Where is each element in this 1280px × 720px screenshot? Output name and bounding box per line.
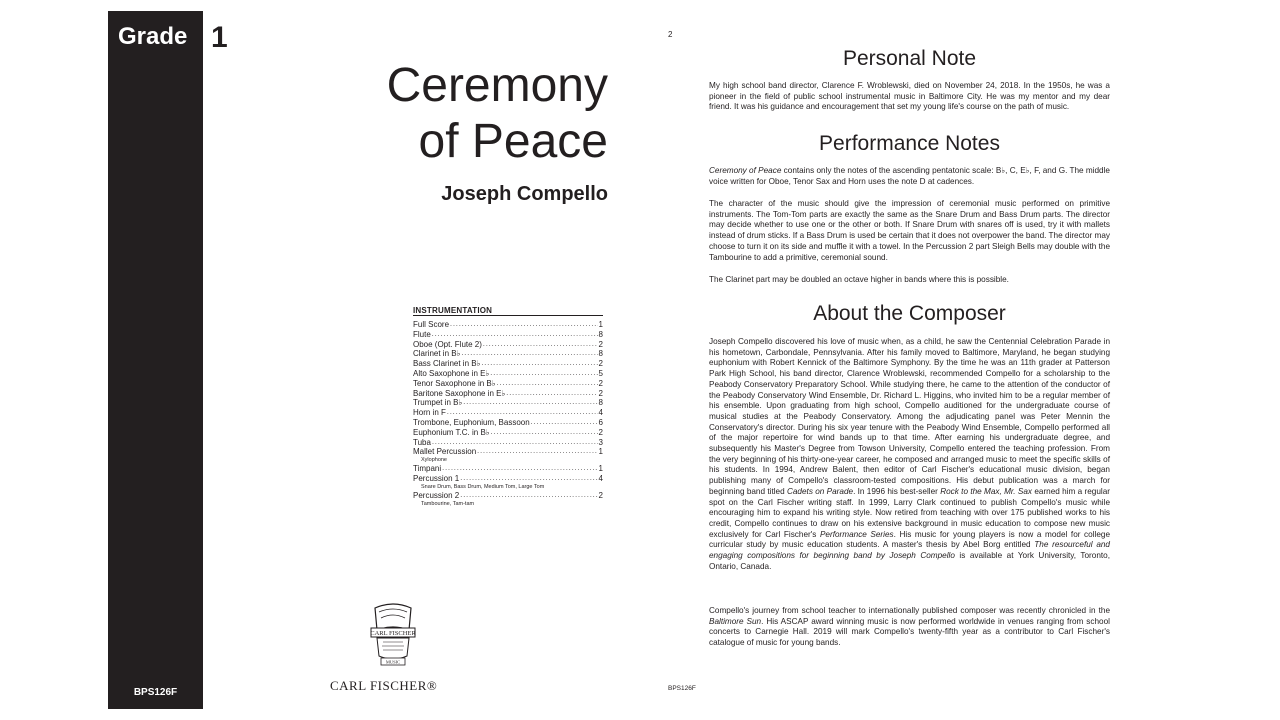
instrument-qty: 8 (598, 349, 603, 359)
performance-p1-text: contains only the notes of the ascending pentatonic scale: B♭, C, E♭, F, and G. The middle voice written for Oboe, Tenor Sax and Horn uses the note D at cadences. (709, 166, 1110, 186)
instrument-name: Oboe (Opt. Flute 2) (413, 339, 482, 349)
instrument-row (413, 428, 603, 438)
performance-notes-p1 (709, 166, 1110, 187)
personal-note-heading: Personal Note (842, 47, 977, 70)
instrument-name: Baritone Saxophone in E♭ (413, 388, 506, 398)
title-line-2: of Peace (418, 115, 608, 168)
catalog-code-footer: BPS126F (668, 685, 696, 692)
instrument-qty: 2 (598, 339, 603, 349)
series-title: Music for Concert Band (233, 93, 293, 669)
instrument-row (413, 418, 603, 428)
instrument-name: Trumpet in B♭ (413, 398, 463, 408)
instrument-qty: 3 (598, 437, 603, 447)
instrument-qty: 2 (598, 427, 603, 437)
performance-notes-heading: Performance Notes (819, 132, 1000, 155)
instrument-name: Timpani (413, 464, 442, 474)
leader-dots (463, 398, 597, 408)
instrument-qty: 1 (598, 320, 603, 329)
performance-notes-p2: The character of the music should give the impression of ceremonial music performed on primitive instruments. The Tom-Tom parts are exactly the same as the Snare Drum and Bass Drum parts. The director may decide whether to use one or the other or both. If Snare Drum with snares off is used, try it with mallets instead of drum sticks. If a Bass Drum is used be certain that it does not overpower the band. The director may choose to turn it on its side and muffle it with a towel. In the Percussion 2 part Sleigh Bells may double with the Tambourine to add a primitive, ceremonial sound. (709, 199, 1110, 262)
instrument-qty: 2 (598, 490, 603, 500)
instrument-name: Trombone, Euphonium, Bassoon (413, 417, 530, 427)
about-p1-i4: The resourceful and engaging compositions for beginning band by Joseph Compello (709, 540, 1110, 561)
instrument-name: Full Score (413, 320, 450, 329)
instrument-qty: 6 (598, 417, 603, 427)
about-p1-a: Joseph Compello discovered his love of music when, as a child, he saw the Centennial Celebration Parade in his hometown, Carbondale, Pennsylvania. After his family moved to Baltimore, Maryland, he began studying euphonium with Robert Kennick of the Baltimore Symphony. By the time he was an 11th grader at Patterson Park High School, his band director, Clarence Wroblewski, recommended Compello for a scholarship to the Peabody Conservatory Preparatory School. While studying there, he came to the attention of the conductor of the Peabody Conservatory Wind Ensemble, Dr. Richard L. Higgins, who invited him to be a regular member of his ensemble. Upon graduating from high school, Compello auditioned for the undergraduate course of musical studies at the Peabody Conservatory. Among the adjudicating panel was Peter Mennin the Conservatory's director. During his six year tenure with the Peabody Wind Ensemble, Compello performed all of the major repertoire for wind bands up to that time. After earning his undergraduate degree, and subsequently his Master's Degree from Towson University, Compello entered the teaching profession. From the very beginning of his thirty-one-year career, he composed and arranged music to meet the specific skills of his students. In 1994, Andrew Balent, then editor of Carl Fischer's educational music division, began publishing many of Compello's classroom-tested compositions. His debut publication was a march for beginning band titled (709, 337, 1110, 496)
instrument-name: Tuba (413, 437, 431, 447)
carl-fischer-logo (365, 600, 421, 670)
instrument-name: Mallet Percussion (413, 447, 477, 457)
instrument-name: Bass Clarinet in B♭ (413, 359, 481, 369)
leader-dots (490, 369, 597, 379)
instrument-row (413, 398, 603, 408)
about-p1-i3: Performance Series (819, 529, 894, 539)
instrument-qty: 2 (598, 388, 603, 398)
leader-dots (477, 447, 597, 457)
leader-dots (491, 428, 598, 438)
instrument-row (413, 340, 603, 350)
composer-name: Joseph Compello (441, 183, 608, 205)
instrument-name: Clarinet in B♭ (413, 349, 461, 359)
instrument-name: Horn in F (413, 408, 446, 418)
page-number: 2 (668, 30, 673, 39)
about-p1-i2: Rock to the Max, Mr. Sax (940, 486, 1033, 496)
about-composer-p1 (709, 337, 1110, 572)
personal-note-text: My high school band director, Clarence F. Wroblewski, died on November 24, 2018. In the 1950s, he was a pioneer in the field of public school instrumental music in Baltimore City. He was my mentor and my dear friend. It was his guidance and encouragement that set my young life's course on the path of music. (709, 81, 1110, 112)
performance-notes-p3: The Clarinet part may be doubled an octave higher in bands where this is possible. (709, 275, 1009, 284)
leader-dots (432, 438, 598, 448)
instrument-qty: 8 (598, 329, 603, 339)
instrument-subnote: Xylophone (421, 457, 447, 464)
about-p2-i: Baltimore Sun (709, 616, 762, 626)
instrument-qty: 2 (598, 378, 603, 388)
instrument-name: Flute (413, 329, 431, 339)
instrument-qty: 2 (598, 359, 603, 369)
about-composer-heading: About the Composer (813, 302, 1006, 325)
about-p1-i1: Cadets on Parade (786, 486, 854, 496)
instrument-subnote: Snare Drum, Bass Drum, Medium Tom, Large Tom (421, 483, 545, 490)
instrument-qty: 8 (598, 398, 603, 408)
instrument-row (413, 379, 603, 389)
leader-dots (460, 474, 597, 484)
about-p1-b: . In 1996 his best-seller (853, 486, 941, 496)
about-composer-p2 (709, 606, 1110, 649)
about-p1-e: is available at York University, Toronto, Ontario, Canada. (709, 551, 1110, 571)
instrument-row (413, 491, 603, 501)
piece-title (370, 58, 608, 170)
grade-number: 1 (211, 21, 228, 54)
instrument-subnote: Tambourine, Tam-tam (421, 500, 475, 507)
instrumentation-list (413, 306, 603, 508)
title-line-1: Ceremony (386, 59, 608, 112)
instrument-qty: 4 (598, 408, 603, 418)
instrument-qty: 1 (598, 447, 603, 457)
about-p2-b: . His ASCAP award winning music is now performed worldwide in venues ranging from school concerts to Carnegie Hall. 2019 will mark Compello's twenty-fifth year as a contributor to Carl Fischer's catalogue of music for young bands. (709, 616, 1110, 648)
instrument-row (413, 464, 603, 474)
instrument-row (413, 408, 603, 418)
leader-dots (506, 389, 597, 399)
instrument-qty: 5 (598, 368, 603, 378)
leader-dots (531, 418, 598, 428)
instrument-row (413, 330, 603, 340)
about-p1-c: earned him a regular spot on the Carl Fischer writing staff. In 1999, Larry Clark continued to publish Compello's music while encouraging him to expand his writing style. Now retired from teaching with over 175 published works to his credit, Compello continues to draw on his extensive background in music education to compose new music exclusively for Carl Fischer's (709, 486, 1111, 539)
leader-dots (450, 320, 598, 330)
leader-dots (447, 408, 598, 418)
piece-title-italic: Ceremony of Peace (709, 166, 782, 175)
instrument-name: Percussion 2 (413, 490, 460, 500)
instrumentation-rows (413, 320, 603, 508)
about-p2-a: Compello's journey from school teacher to internationally published composer was recently chronicled in the (709, 606, 1110, 615)
instrument-name: Percussion 1 (413, 473, 460, 483)
logo-text-bottom: MUSIC (385, 659, 401, 665)
instrument-qty: 4 (598, 473, 603, 483)
instrument-qty: 1 (598, 464, 603, 474)
about-p1-d: . His music for young players is now a model for college curricular study by music education students. A master's thesis by Abel Borg entitled (709, 529, 1111, 550)
instrumentation-heading: INSTRUMENTATION (413, 306, 603, 316)
instrument-name: Euphonium T.C. in B♭ (413, 427, 490, 437)
instrument-row (413, 320, 603, 330)
instrument-row (413, 369, 603, 379)
leader-dots (483, 340, 598, 350)
leader-dots (497, 379, 598, 389)
instrument-row (413, 349, 603, 359)
instrument-row (413, 389, 603, 399)
instrument-row (413, 447, 603, 457)
logo-text-top: CARL FISCHER (370, 630, 416, 637)
leader-dots (442, 464, 597, 474)
catalog-code: BPS126F (133, 687, 178, 698)
series-sidebar (108, 11, 293, 709)
instrument-row (413, 438, 603, 448)
publisher-name: CARL FISCHER® (330, 678, 438, 693)
leader-dots (460, 491, 597, 501)
instrument-row (413, 474, 603, 484)
instrument-row (413, 359, 603, 369)
leader-dots (481, 359, 597, 369)
leader-dots (432, 330, 598, 340)
instrument-name: Tenor Saxophone in B♭ (413, 378, 496, 388)
grade-label: Grade (118, 23, 188, 50)
leader-dots (461, 349, 597, 359)
instrument-name: Alto Saxophone in E♭ (413, 368, 490, 378)
